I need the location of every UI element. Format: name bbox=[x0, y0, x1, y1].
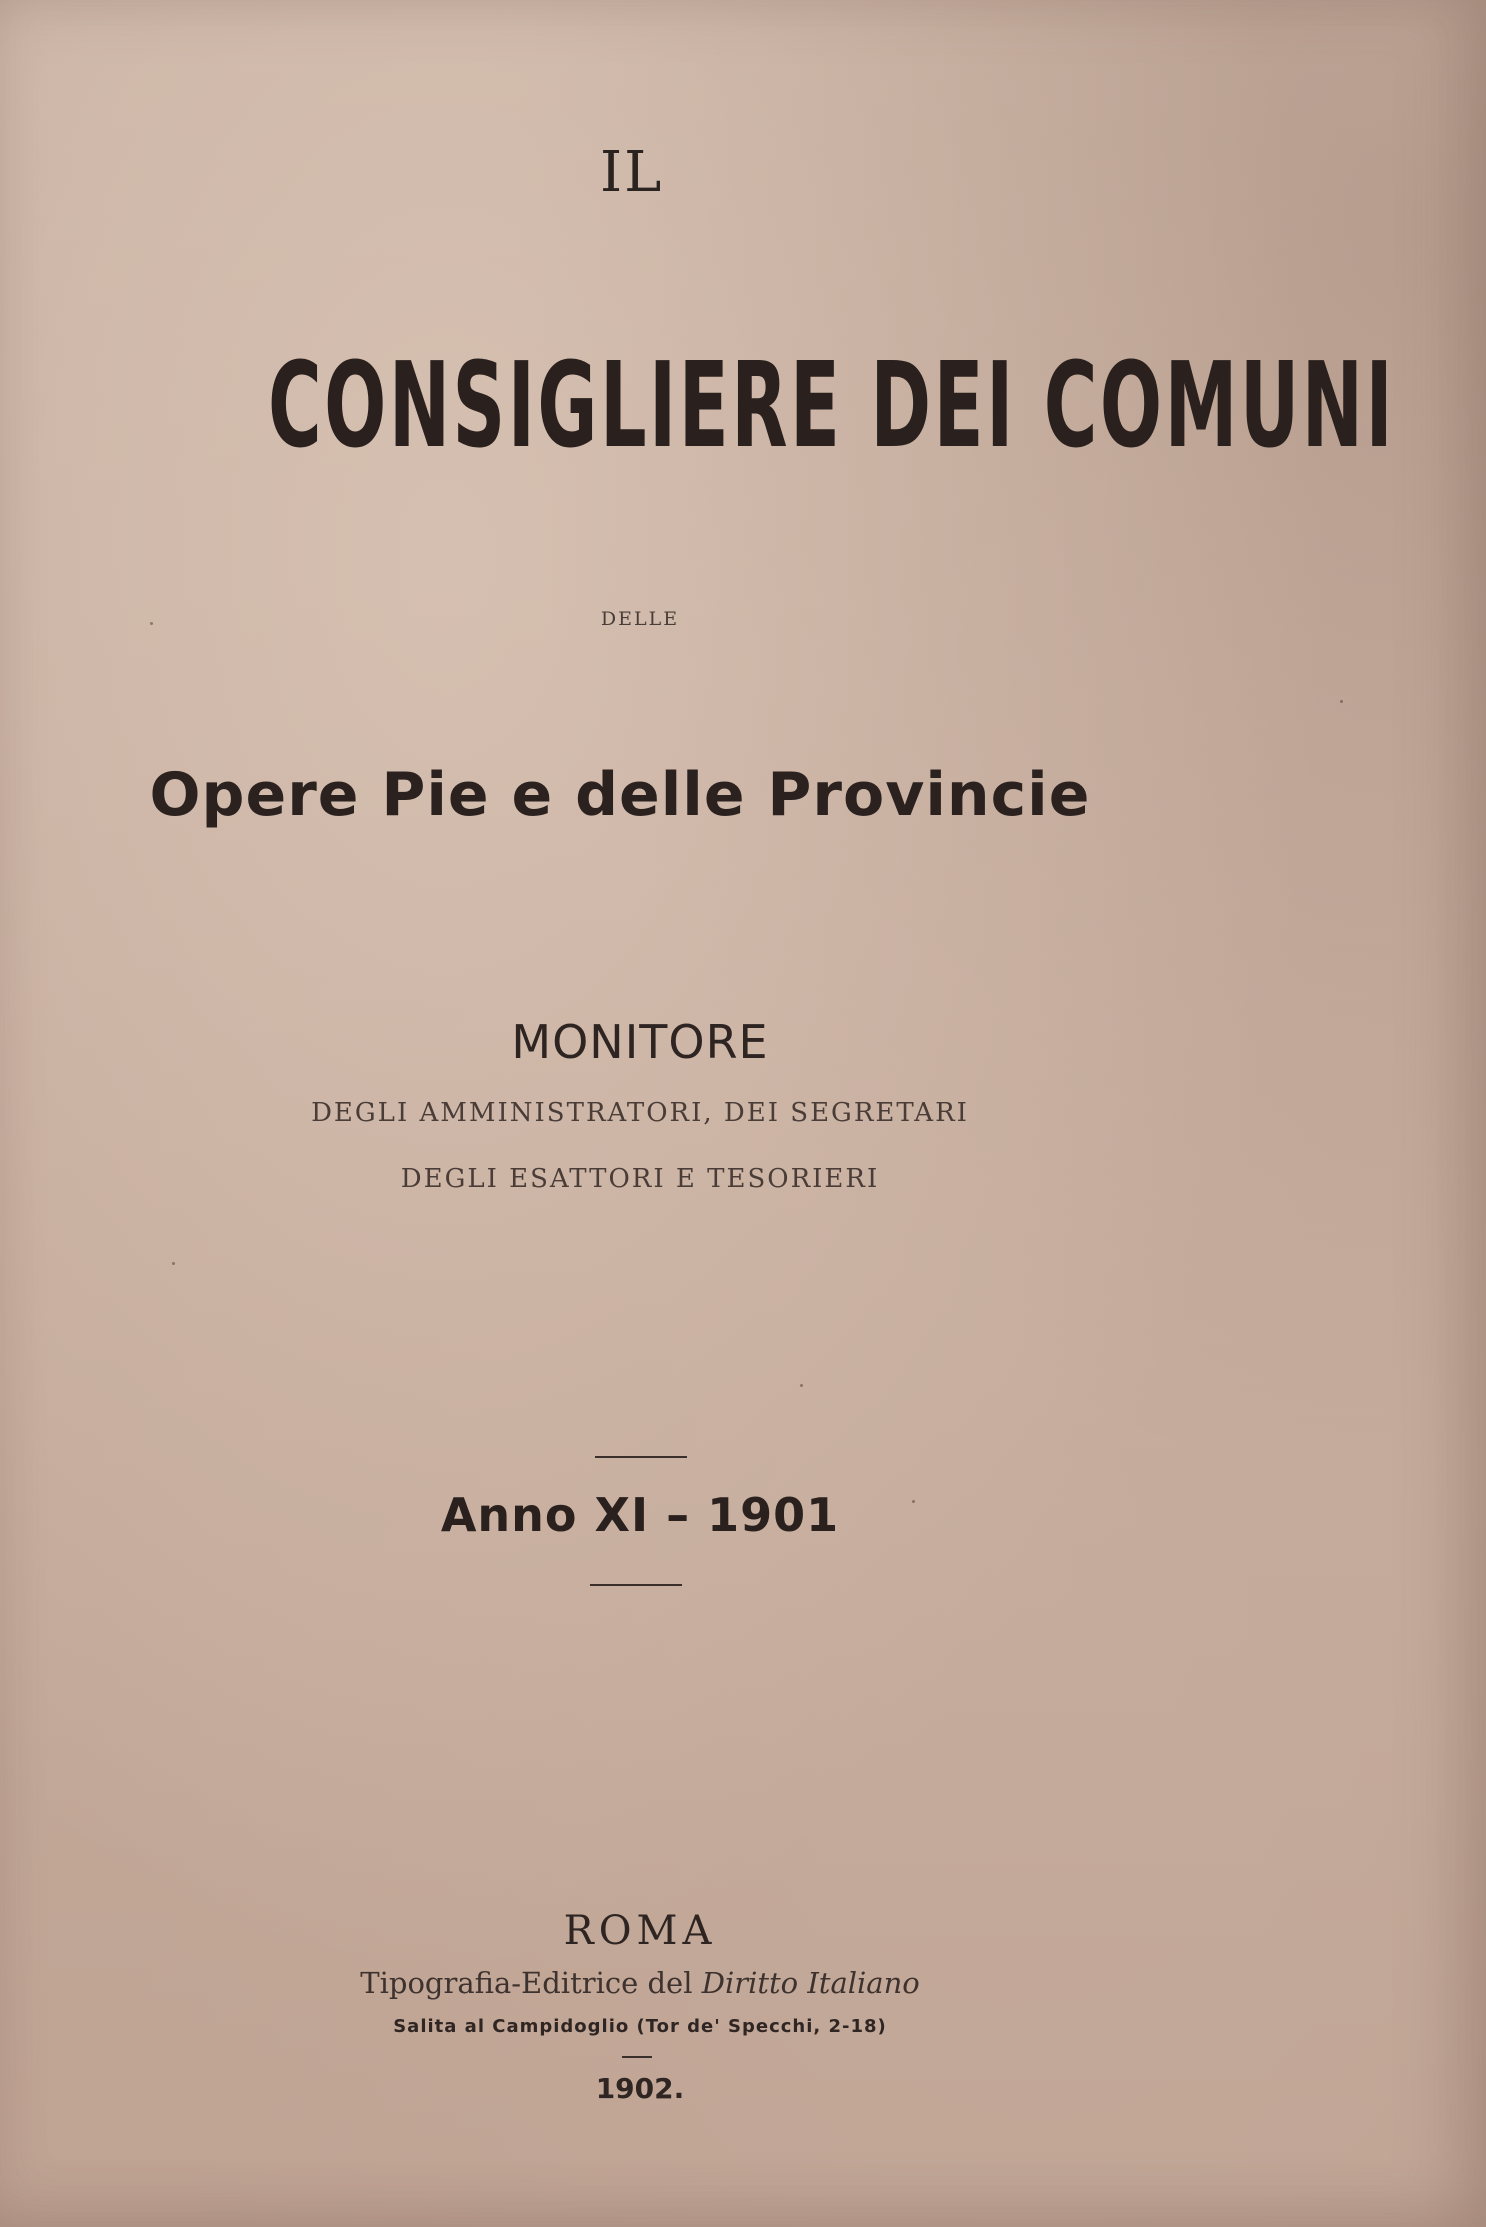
divider-top bbox=[595, 1456, 687, 1458]
imprint-city: ROMA bbox=[563, 1908, 717, 1954]
title-article: IL bbox=[600, 140, 664, 205]
main-title: CONSIGLIERE DEI COMUNI bbox=[268, 336, 1396, 474]
monitore-line-2: DEGLI ESATTORI E TESORIERI bbox=[400, 1164, 880, 1194]
subtitle: Opere Pie e delle Provincie bbox=[149, 760, 1091, 830]
divider-small bbox=[622, 2056, 652, 2058]
paper-speck bbox=[172, 1262, 175, 1265]
divider-bottom bbox=[590, 1584, 682, 1586]
paper-speck bbox=[1340, 700, 1343, 703]
publisher-prefix: Tipografia-Editrice del bbox=[360, 1966, 693, 2000]
monitore-heading: MONITORE bbox=[511, 1015, 769, 1069]
paper-speck bbox=[800, 1384, 803, 1387]
volume-year: Anno XI – 1901 bbox=[440, 1488, 840, 1542]
paper-speck bbox=[150, 622, 153, 625]
publisher-name: Diritto Italiano bbox=[701, 1966, 920, 2000]
imprint-year: 1902. bbox=[595, 2072, 685, 2105]
imprint-address: Salita al Campidoglio (Tor de' Specchi, 2-18) bbox=[393, 2016, 887, 2037]
imprint-publisher bbox=[280, 1966, 1000, 2000]
monitore-line-1: DEGLI AMMINISTRATORI, DEI SEGRETARI bbox=[311, 1098, 969, 1128]
title-connector: DELLE bbox=[600, 608, 680, 630]
paper-speck bbox=[912, 1500, 915, 1503]
